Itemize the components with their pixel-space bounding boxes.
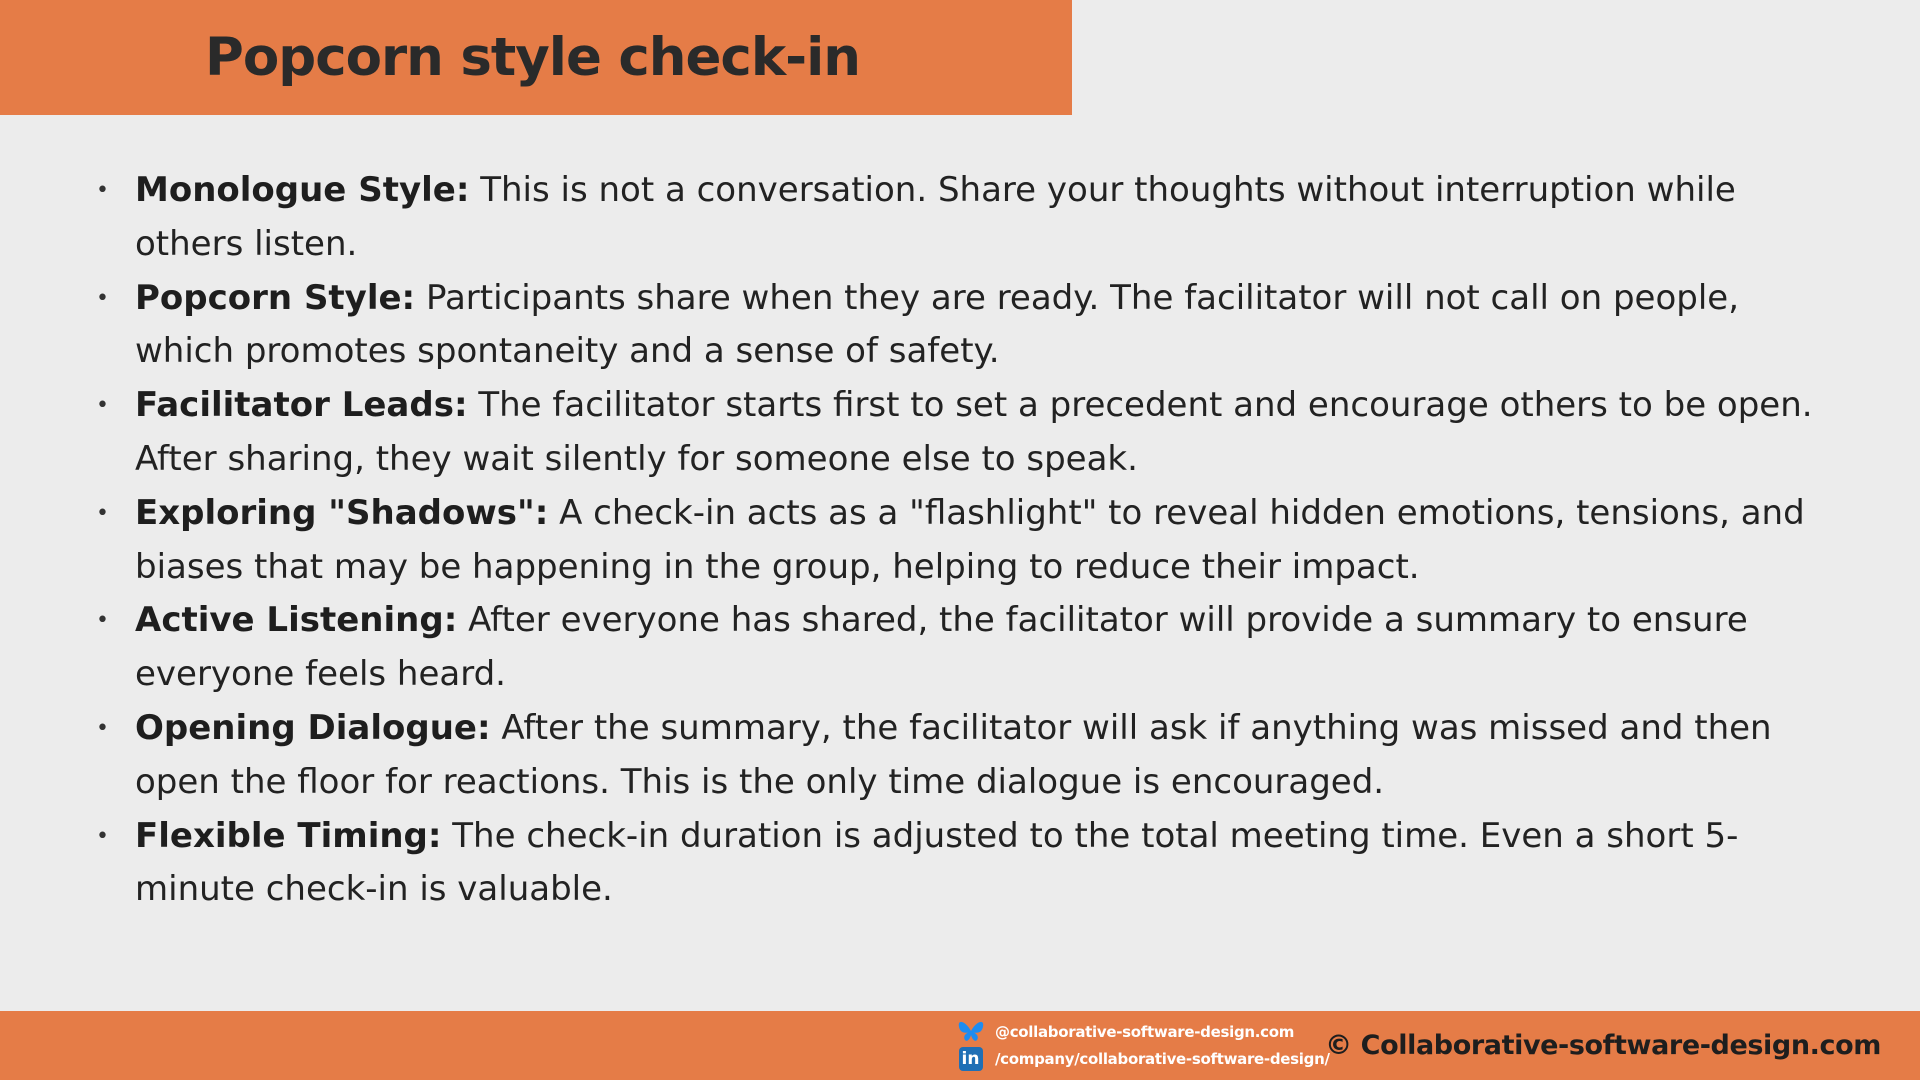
bullet-term: Monologue Style:: [135, 170, 470, 210]
bullet-term: Exploring "Shadows":: [135, 492, 549, 533]
list-item: [94, 272, 1834, 380]
linkedin-link[interactable]: [957, 1046, 1330, 1072]
bullet-term: Flexible Timing:: [135, 815, 442, 856]
title-banner: [0, 0, 1072, 115]
list-item: [94, 702, 1834, 810]
bullet-term: Opening Dialogue:: [135, 707, 491, 748]
bullet-text: After everyone has shared, the facilitator will provide a summary to ensure everyone feels heard.: [135, 600, 1748, 695]
bullet-text: The check-in duration is adjusted to the total meeting time. Even a short 5-minute check-in is valuable.: [135, 815, 1739, 910]
bullet-text: The facilitator starts first to set a precedent and encourage others to be open. After sharing, they wait silently for someone else to speak.: [135, 385, 1813, 479]
bullet-icon: •: [96, 823, 109, 849]
bullet-icon: •: [96, 285, 109, 311]
bullet-text: After the summary, the facilitator will ask if anything was missed and then open the floor for reactions. This is the only time dialogue is encouraged.: [135, 707, 1772, 802]
bullet-icon: •: [96, 393, 109, 419]
list-item: [94, 594, 1834, 702]
list-item: [94, 164, 1834, 272]
linkedin-icon: in: [959, 1047, 983, 1071]
list-item: [94, 487, 1834, 595]
list-item: [94, 810, 1834, 918]
bullet-term: Active Listening:: [135, 600, 458, 641]
bullet-text: Participants share when they are ready. The facilitator will not call on people, which promotes spontaneity and a sense of safety.: [135, 277, 1739, 372]
slide-title: Popcorn style check-in: [205, 27, 860, 88]
copyright-text: © Collaborative-software-design.com: [1325, 1030, 1881, 1061]
butterfly-icon: [957, 1019, 984, 1045]
bullet-icon: •: [96, 608, 109, 634]
list-item: [94, 379, 1834, 487]
bullet-term: Facilitator Leads:: [135, 385, 468, 426]
bullet-icon: •: [96, 500, 109, 526]
linkedin-path: /company/collaborative-software-design/: [995, 1050, 1330, 1068]
bullet-list: [94, 164, 1834, 917]
bullet-term: Popcorn Style:: [135, 277, 416, 318]
social-links: [957, 1019, 1377, 1075]
bullet-text: This is not a conversation. Share your thoughts without interruption while others listen.: [135, 170, 1736, 264]
bullet-icon: •: [96, 715, 109, 741]
bullet-text: A check-in acts as a "flashlight" to reveal hidden emotions, tensions, and biases that may be happening in the group, helping to reduce their impact.: [135, 492, 1805, 587]
bluesky-handle: @collaborative-software-design.com: [995, 1023, 1295, 1041]
bluesky-link[interactable]: [957, 1019, 1294, 1045]
bullet-icon: •: [96, 178, 109, 203]
